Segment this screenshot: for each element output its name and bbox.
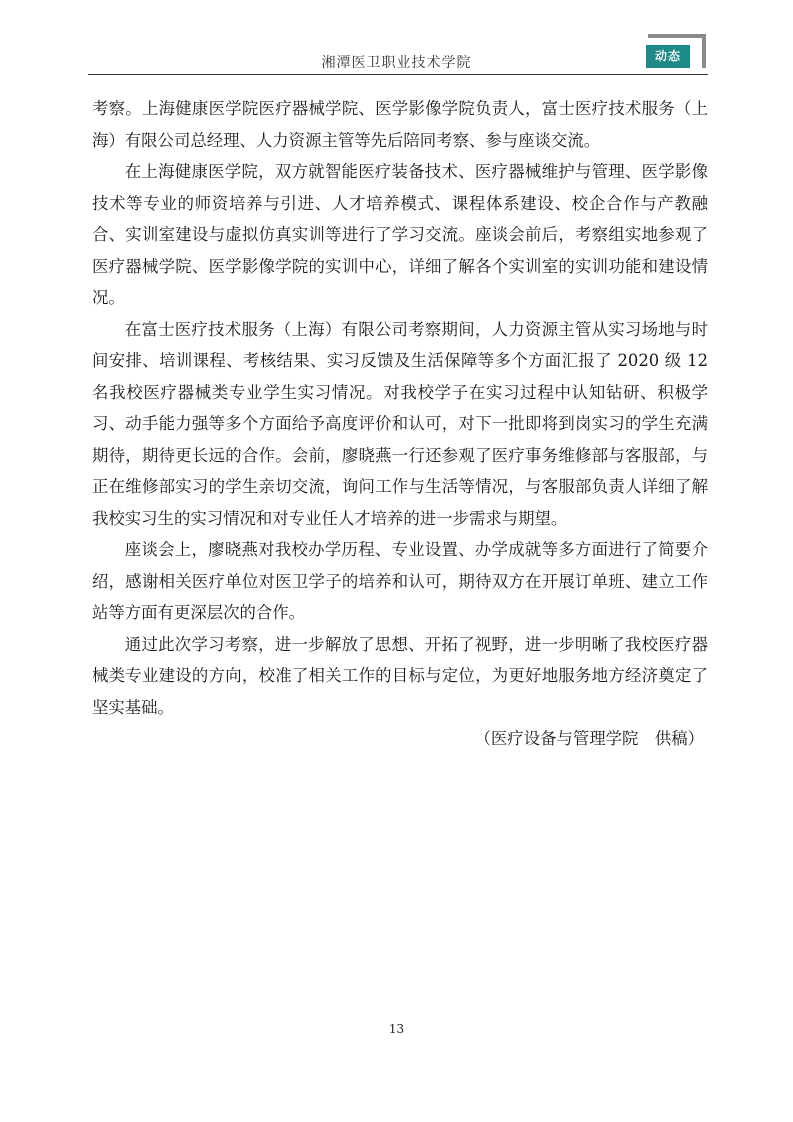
paragraph: 座谈会上，廖晓燕对我校办学历程、专业设置、办学成就等多方面进行了简要介绍，感谢相关医疗单位对医卫学子的培养和认可，期待双方在开展订单班、建立工作站等方面有更深层次的合作。 (92, 540, 708, 622)
paragraph: 在富士医疗技术服务（上海）有限公司考察期间，人力资源主管从实习场地与时间安排、培训课程、考核结果、实习反馈及生活保障等多个方面汇报了 2020 级 12 名我校医疗器械类专业学生实习情况。对我校学子在实习过程中认知钻研、积极学习、动手能力强等多个方面给予高度评价和认可，对下一批即将到岗实习的学生充满期待，期待更长远的合作。会前，廖晓燕一行还参观了医疗事务维修部与客服部，与正在维修部实习的学生亲切交流，询问工作与生活等情况，与客服部负责人详细了解我校实习生的实习情况和对专业任人才培养的进一步需求与期望。 (92, 319, 708, 528)
section-badge: 动态 (646, 45, 690, 68)
header-title: 湘潭医卫职业技术学院 (321, 55, 472, 71)
page-number: 13 (388, 1022, 405, 1036)
paragraph: 通过此次学习考察，进一步解放了思想、开拓了视野，进一步明晰了我校医疗器械类专业建设的方向，校准了相关工作的目标与定位，为更好地服务地方经济奠定了坚实基础。 (92, 634, 708, 717)
article-body (92, 93, 708, 755)
header-divider (88, 74, 708, 75)
paragraph-continuation: 考察。上海健康医学院医疗器械学院、医学影像学院负责人，富士医疗技术服务（上海）有限公司总经理、人力资源主管等先后陪同考察、参与座谈交流。 (92, 99, 708, 150)
paragraph: 在上海健康医学院，双方就智能医疗装备技术、医疗器械维护与管理、医学影像技术等专业的师资培养与引进、人才培养模式、课程体系建设、校企合作与产教融合、实训室建设与虚拟仿真实训等进行了学习交流。座谈会前后，考察组实地参观了医疗器械学院、医学影像学院的实训中心，详细了解各个实训室的实训功能和建设情况。 (92, 162, 708, 307)
article-credit: （医疗设备与管理学院 供稿） (474, 729, 704, 748)
